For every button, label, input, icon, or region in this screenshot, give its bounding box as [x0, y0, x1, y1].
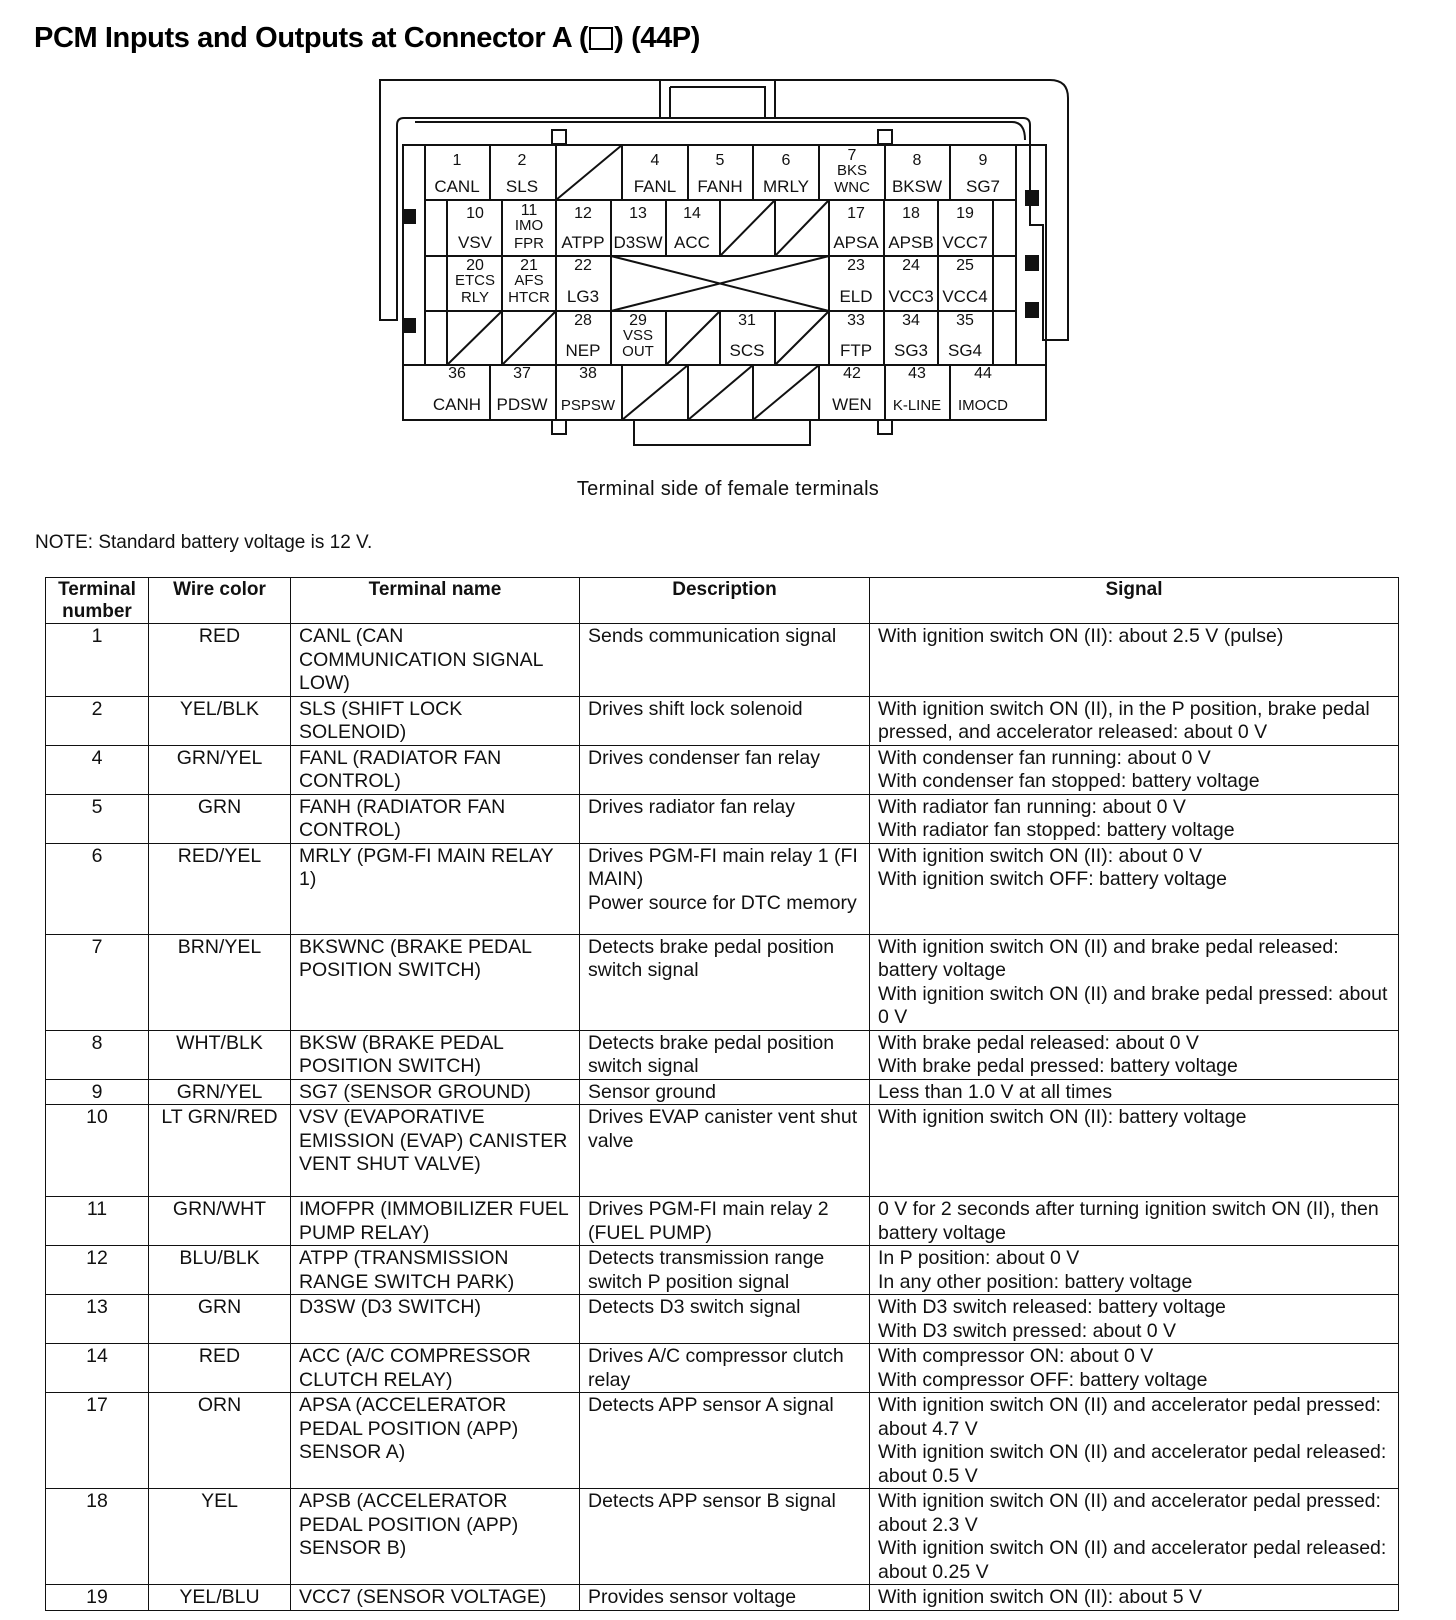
table-row: [46, 1295, 1399, 1344]
wire-color-cell: YEL/BLU: [149, 1585, 291, 1611]
terminal-name-cell: APSA (ACCELERATOR PEDAL POSITION (APP) SENSOR A): [291, 1393, 580, 1489]
terminal-name-cell: ACC (A/C COMPRESSOR CLUTCH RELAY): [291, 1344, 580, 1393]
pin-number: 11: [520, 202, 538, 219]
wire-color-cell: RED: [149, 624, 291, 697]
terminal-name-cell: ATPP (TRANSMISSION RANGE SWITCH PARK): [291, 1246, 580, 1295]
pin-labels: [433, 147, 1008, 414]
signal-cell: With ignition switch ON (II): about 2.5 V (pulse): [870, 624, 1399, 697]
pin-number: 38: [579, 365, 597, 382]
wire-color-cell: RED: [149, 1344, 291, 1393]
terminal-number-cell: 5: [46, 794, 149, 843]
pin-label: CANH: [432, 395, 482, 414]
description-cell: Drives radiator fan relay: [580, 794, 870, 843]
pin-number: 31: [738, 312, 756, 329]
pin-label-line2: WNC: [834, 179, 870, 196]
pin-label: VSV: [457, 233, 493, 252]
pin-label: K-LINE: [892, 397, 942, 414]
signal-cell: In P position: about 0 V In any other position: battery voltage: [870, 1246, 1399, 1295]
terminal-name-cell: FANH (RADIATOR FAN CONTROL): [291, 794, 580, 843]
pin-number: 1: [452, 152, 462, 169]
pin-number: 7: [847, 147, 857, 164]
pin-number: 34: [902, 312, 920, 329]
wire-color-cell: ORN: [149, 1393, 291, 1489]
pin-label: SG4: [947, 341, 983, 360]
pin-label: LG3: [566, 287, 600, 306]
terminal-number-cell: 14: [46, 1344, 149, 1393]
pin-number: 2: [517, 152, 527, 169]
pin-number: 28: [574, 312, 592, 329]
pin-label: BKSW: [891, 177, 943, 196]
pin-label: WEN: [832, 395, 872, 414]
pin-number: 13: [629, 205, 647, 222]
terminal-number-cell: 4: [46, 745, 149, 794]
pin-label-line2: OUT: [622, 343, 654, 360]
pin-label: ELD: [839, 287, 873, 306]
wire-color-cell: GRN: [149, 1295, 291, 1344]
pin-label: MRLY: [763, 177, 809, 196]
signal-cell: With ignition switch ON (II): about 5 V: [870, 1585, 1399, 1611]
table-row: [46, 794, 1399, 843]
terminal-number-cell: 11: [46, 1197, 149, 1246]
pin-number: 20: [466, 257, 484, 274]
pin-number: 33: [847, 312, 865, 329]
terminal-name-cell: VSV (EVAPORATIVE EMISSION (EVAP) CANISTER VENT SHUT VALVE): [291, 1105, 580, 1197]
pin-label: IMOCD: [958, 397, 1008, 414]
terminal-name-cell: D3SW (D3 SWITCH): [291, 1295, 580, 1344]
terminal-name-cell: IMOFPR (IMMOBILIZER FUEL PUMP RELAY): [291, 1197, 580, 1246]
pin-number: 18: [902, 205, 920, 222]
terminal-number-cell: 9: [46, 1079, 149, 1105]
wire-color-cell: GRN/WHT: [149, 1197, 291, 1246]
signal-cell: With compressor ON: about 0 V With compressor OFF: battery voltage: [870, 1344, 1399, 1393]
pin-label: FANH: [697, 177, 743, 196]
signal-cell: With ignition switch ON (II) and accelerator pedal pressed: about 4.7 V With ignition switch ON (II) and accelerator pedal released: about 0.5 V: [870, 1393, 1399, 1489]
table-row: [46, 1585, 1399, 1611]
description-cell: Drives PGM-FI main relay 1 (FI MAIN) Power source for DTC memory: [580, 843, 870, 934]
terminal-name-cell: MRLY (PGM-FI MAIN RELAY 1): [291, 843, 580, 934]
pin-number: 29: [629, 312, 647, 329]
table-row: [46, 696, 1399, 745]
pin-label: FANL: [633, 177, 677, 196]
pin-number: 6: [781, 152, 791, 169]
table-row: [46, 1344, 1399, 1393]
table-row: [46, 624, 1399, 697]
pin-number: 36: [448, 365, 466, 382]
terminal-number-cell: 12: [46, 1246, 149, 1295]
pin-label-line2: RLY: [460, 289, 490, 306]
terminal-number-cell: 6: [46, 843, 149, 934]
terminal-number-cell: 13: [46, 1295, 149, 1344]
wire-color-cell: GRN/YEL: [149, 1079, 291, 1105]
signal-cell: With radiator fan running: about 0 V With radiator fan stopped: battery voltage: [870, 794, 1399, 843]
signal-cell: With ignition switch ON (II): battery voltage: [870, 1105, 1399, 1197]
description-cell: Provides sensor voltage: [580, 1585, 870, 1611]
table-row: [46, 934, 1399, 1030]
pin-label-line2: FPR: [514, 235, 544, 252]
wire-color-cell: WHT/BLK: [149, 1030, 291, 1079]
terminal-name-cell: BKSW (BRAKE PEDAL POSITION SWITCH): [291, 1030, 580, 1079]
description-cell: Detects APP sensor B signal: [580, 1489, 870, 1585]
terminal-number-cell: 19: [46, 1585, 149, 1611]
signal-cell: With ignition switch ON (II): about 0 V With ignition switch OFF: battery voltage: [870, 843, 1399, 934]
table-body: [46, 624, 1399, 1611]
wire-color-cell: GRN/YEL: [149, 745, 291, 794]
pin-number: 12: [574, 205, 592, 222]
description-cell: Drives A/C compressor clutch relay: [580, 1344, 870, 1393]
signal-cell: 0 V for 2 seconds after turning ignition switch ON (II), then battery voltage: [870, 1197, 1399, 1246]
table-row: [46, 1079, 1399, 1105]
signal-cell: Less than 1.0 V at all times: [870, 1079, 1399, 1105]
title-text-start: PCM Inputs and Outputs at Connector A (: [34, 22, 589, 54]
description-cell: Drives shift lock solenoid: [580, 696, 870, 745]
table-row: [46, 1030, 1399, 1079]
pin-label: SG7: [965, 177, 1001, 196]
pin-label-line2: HTCR: [508, 289, 550, 306]
pin-number: 44: [974, 365, 992, 382]
pin-number: 23: [847, 257, 865, 274]
pin-number: 17: [847, 205, 865, 222]
signal-cell: With ignition switch ON (II) and brake pedal released: battery voltage With ignition switch ON (II) and brake pedal pressed: about 0 V: [870, 934, 1399, 1030]
description-cell: Drives PGM-FI main relay 2 (FUEL PUMP): [580, 1197, 870, 1246]
terminal-number-cell: 17: [46, 1393, 149, 1489]
pin-label: AFS: [514, 272, 544, 289]
description-cell: Detects transmission range switch P position signal: [580, 1246, 870, 1295]
table-row: [46, 1489, 1399, 1585]
pin-number: 19: [956, 205, 974, 222]
terminal-number-cell: 10: [46, 1105, 149, 1197]
pin-number: 43: [908, 365, 926, 382]
pin-label: VCC7: [942, 233, 988, 252]
terminal-number-cell: 8: [46, 1030, 149, 1079]
signal-cell: With brake pedal released: about 0 V With brake pedal pressed: battery voltage: [870, 1030, 1399, 1079]
wire-color-cell: GRN: [149, 794, 291, 843]
pin-number: 21: [520, 257, 538, 274]
pin-label: APSB: [888, 233, 934, 252]
table-row: [46, 1105, 1399, 1197]
wire-color-cell: YEL/BLK: [149, 696, 291, 745]
terminal-name-cell: SG7 (SENSOR GROUND): [291, 1079, 580, 1105]
description-cell: Sends communication signal: [580, 624, 870, 697]
pin-label: IMO: [514, 217, 544, 234]
description-cell: Detects APP sensor A signal: [580, 1393, 870, 1489]
pin-number: 22: [574, 257, 592, 274]
header-terminal-number: Terminal number: [46, 578, 149, 624]
table-row: [46, 1393, 1399, 1489]
pin-label: SG3: [893, 341, 929, 360]
pin-number: 8: [912, 152, 922, 169]
header-wire-color: Wire color: [149, 578, 291, 624]
pin-label: SCS: [729, 341, 765, 360]
description-cell: Detects D3 switch signal: [580, 1295, 870, 1344]
diagram-caption: Terminal side of female terminals: [576, 478, 880, 500]
table-row: [46, 1246, 1399, 1295]
pin-label: VCC3: [888, 287, 934, 306]
description-cell: Detects brake pedal position switch signal: [580, 934, 870, 1030]
description-cell: Drives condenser fan relay: [580, 745, 870, 794]
pin-label: VSS: [622, 327, 654, 344]
pin-number: 24: [902, 257, 920, 274]
pin-label: BKS: [836, 162, 868, 179]
signal-cell: With D3 switch released: battery voltage With D3 switch pressed: about 0 V: [870, 1295, 1399, 1344]
pin-number: 5: [715, 152, 725, 169]
terminal-name-cell: SLS (SHIFT LOCK SOLENOID): [291, 696, 580, 745]
pin-number: 4: [650, 152, 660, 169]
wire-color-cell: YEL: [149, 1489, 291, 1585]
wire-color-cell: BRN/YEL: [149, 934, 291, 1030]
terminal-number-cell: 1: [46, 624, 149, 697]
terminal-number-cell: 18: [46, 1489, 149, 1585]
header-signal: Signal: [870, 578, 1399, 624]
signal-cell: With ignition switch ON (II), in the P position, brake pedal pressed, and accelerator released: about 0 V: [870, 696, 1399, 745]
title-text-end: ) (44P): [614, 22, 701, 54]
wire-color-cell: RED/YEL: [149, 843, 291, 934]
pin-label: FTP: [839, 341, 873, 360]
pin-number: 10: [466, 205, 484, 222]
header-terminal-name: Terminal name: [291, 578, 580, 624]
description-cell: Drives EVAP canister vent shut valve: [580, 1105, 870, 1197]
pin-label: PSPSW: [560, 397, 616, 414]
pin-number: 9: [978, 152, 988, 169]
pin-label: NEP: [565, 341, 601, 360]
pin-number: 25: [956, 257, 974, 274]
pin-label: VCC4: [942, 287, 988, 306]
signal-cell: With ignition switch ON (II) and accelerator pedal pressed: about 2.3 V With ignition switch ON (II) and accelerator pedal released: about 0.25 V: [870, 1489, 1399, 1585]
terminal-name-cell: BKSWNC (BRAKE PEDAL POSITION SWITCH): [291, 934, 580, 1030]
terminal-name-cell: VCC7 (SENSOR VOLTAGE): [291, 1585, 580, 1611]
table-header-row: [46, 578, 1399, 624]
pin-label: D3SW: [613, 233, 663, 252]
terminal-name-cell: APSB (ACCELERATOR PEDAL POSITION (APP) SENSOR B): [291, 1489, 580, 1585]
terminal-name-cell: CANL (CAN COMMUNICATION SIGNAL LOW): [291, 624, 580, 697]
pin-label: PDSW: [496, 395, 548, 414]
pin-number: 35: [956, 312, 974, 329]
pin-label: SLS: [505, 177, 539, 196]
pin-number: 42: [843, 365, 861, 382]
table-row: [46, 843, 1399, 934]
description-cell: Sensor ground: [580, 1079, 870, 1105]
description-cell: Detects brake pedal position switch signal: [580, 1030, 870, 1079]
connector-diagram: [0, 0, 1456, 470]
terminal-number-cell: 7: [46, 934, 149, 1030]
wire-color-cell: LT GRN/RED: [149, 1105, 291, 1197]
terminal-table: [45, 577, 1399, 1611]
pin-number: 14: [683, 205, 701, 222]
signal-cell: With condenser fan running: about 0 V With condenser fan stopped: battery voltage: [870, 745, 1399, 794]
pin-label: CANL: [434, 177, 480, 196]
pin-label: ATPP: [561, 233, 605, 252]
pin-label: ETCS: [454, 272, 496, 289]
terminal-number-cell: 2: [46, 696, 149, 745]
pin-number: 37: [513, 365, 531, 382]
terminal-name-cell: FANL (RADIATOR FAN CONTROL): [291, 745, 580, 794]
header-description: Description: [580, 578, 870, 624]
table-row: [46, 745, 1399, 794]
wire-color-cell: BLU/BLK: [149, 1246, 291, 1295]
battery-note: NOTE: Standard battery voltage is 12 V.: [35, 532, 373, 553]
pin-label: APSA: [833, 233, 879, 252]
table-row: [46, 1197, 1399, 1246]
pin-label: ACC: [674, 233, 710, 252]
